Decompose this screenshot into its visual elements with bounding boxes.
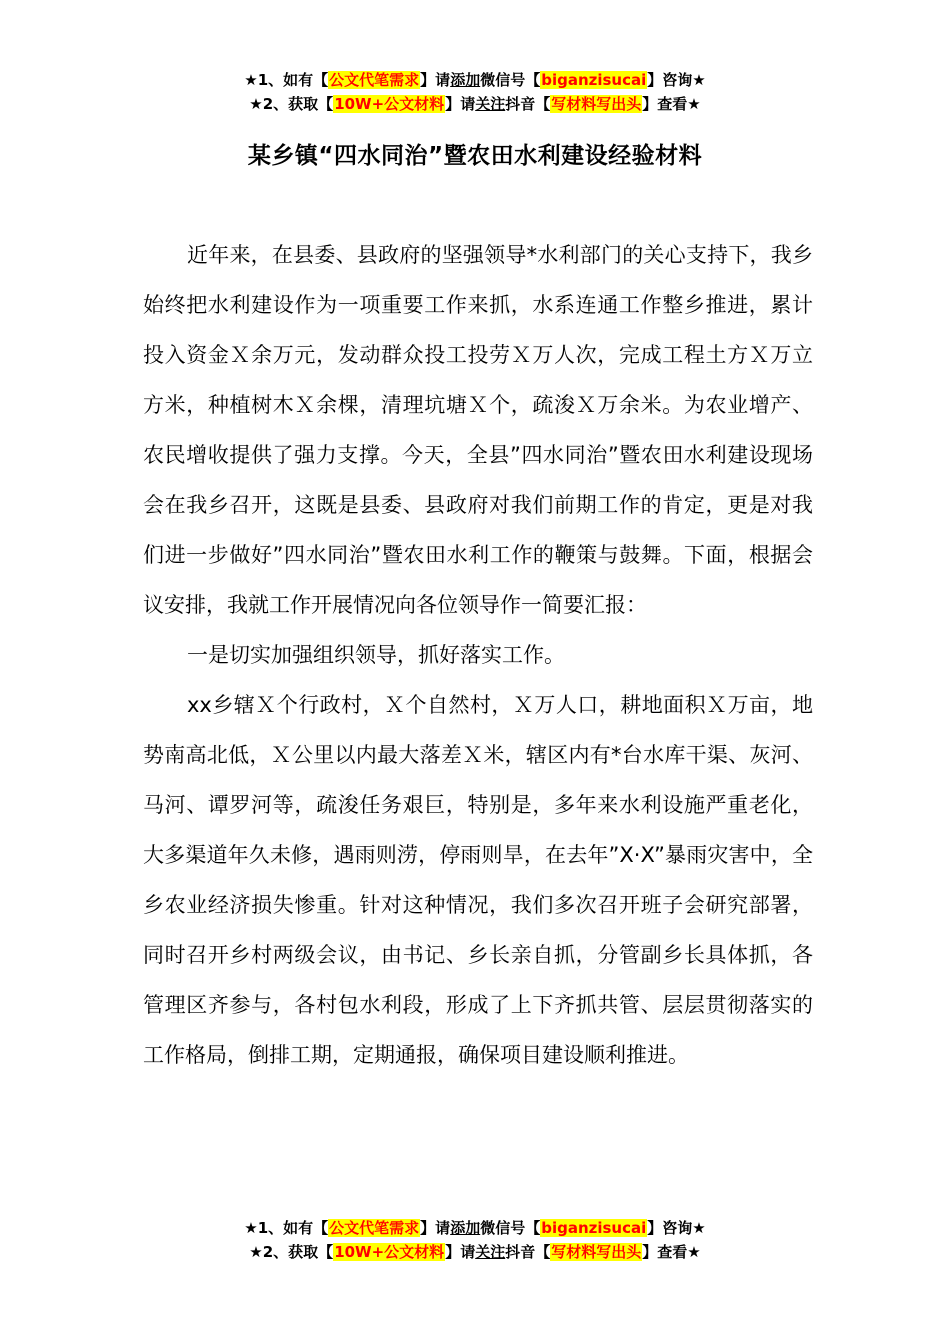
header-banner [0,68,950,116]
paragraph-section-heading: 一是切实加强组织领导，抓好落实工作。 [187,643,565,667]
banner-highlight-douyin: 写材料写出头 [551,95,642,113]
banner-line-1-middle: 】请 [420,71,451,89]
paragraph-details: xx乡辖Ｘ个行政村，Ｘ个自然村，Ｘ万人口，耕地面积Ｘ万亩，地势南高北低，Ｘ公里以内最大落差Ｘ米，辖区内有*台水库干渠、灰河、马河、谭罗河等，疏浚任务艰巨，特别是，多年来水利设施严重老化，大多渠道年久未修，遇雨则涝，停雨则旱，在去年”X·X”暴雨灾害中，全乡农业经济损失惨重。针对这种情况，我们多次召开班子会研究部署，同时召开乡村两级会议，由书记、乡长亲自抓，分管副乡长具体抓，各管理区齐参与，各村包水利段，形成了上下齐抓共管、层层贯彻落实的工作格局，倒排工期，定期通报，确保项目建设顺利推进。 [143,693,813,1067]
banner-line-1-prefix: ★1、如有【 [244,71,329,89]
footer-highlight-service: 公文代笔需求 [329,1219,420,1237]
banner-line-2-middle: 】请 [445,95,476,113]
banner-line-2 [0,92,950,116]
footer-line-2-middle2: 抖音【 [505,1243,551,1261]
banner-highlight-service: 公文代笔需求 [329,71,420,89]
banner-line-2-suffix: 】查看★ [642,95,701,113]
banner-underlined-follow: 关注 [475,95,506,113]
footer-banner [0,1216,950,1264]
footer-line-1-middle: 】请 [420,1219,451,1237]
footer-banner-line-1 [0,1216,950,1240]
footer-highlight-materials: 10W+公文材料 [334,1243,445,1261]
footer-line-2-suffix: 】查看★ [642,1243,701,1261]
banner-line-1-suffix: 】咨询★ [647,71,706,89]
banner-line-2-prefix: ★2、获取【 [249,95,334,113]
footer-line-2-prefix: ★2、获取【 [249,1243,334,1261]
paragraph-intro: 近年来，在县委、县政府的坚强领导*水利部门的关心支持下，我乡始终把水利建设作为一项重要工作来抓，水系连通工作整乡推进，累计投入资金Ｘ余万元，发动群众投工投劳Ｘ万人次，完成工程土方Ｘ万立方米，种植树木Ｘ余棵，清理坑塘Ｘ个，疏浚Ｘ万余米。为农业增产、农民增收提供了强力支撑。今天，全县”四水同治”暨农田水利建设现场会在我乡召开，这既是县委、县政府对我们前期工作的肯定，更是对我们进一步做好”四水同治”暨农田水利工作的鞭策与鼓舞。下面，根据会议安排，我就工作开展情况向各位领导作一简要汇报： [143,243,813,617]
banner-highlight-materials: 10W+公文材料 [334,95,445,113]
footer-line-1-prefix: ★1、如有【 [244,1219,329,1237]
footer-line-1-suffix: 】咨询★ [647,1219,706,1237]
document-body [143,230,813,1080]
footer-underlined-follow: 关注 [475,1243,506,1261]
footer-highlight-wechat-id: biganzisucai [541,1219,647,1237]
document-title: 某乡镇“四水同治”暨农田水利建设经验材料 [247,143,703,169]
footer-underlined-add: 添加 [450,1219,481,1237]
footer-line-2-middle: 】请 [445,1243,476,1261]
footer-line-1-middle2: 微信号【 [480,1219,541,1237]
footer-highlight-douyin: 写材料写出头 [551,1243,642,1261]
banner-line-1-middle2: 微信号【 [480,71,541,89]
banner-underlined-add: 添加 [450,71,481,89]
banner-highlight-wechat-id: biganzisucai [541,71,647,89]
banner-line-2-middle2: 抖音【 [505,95,551,113]
banner-line-1 [0,68,950,92]
footer-banner-line-2 [0,1240,950,1264]
